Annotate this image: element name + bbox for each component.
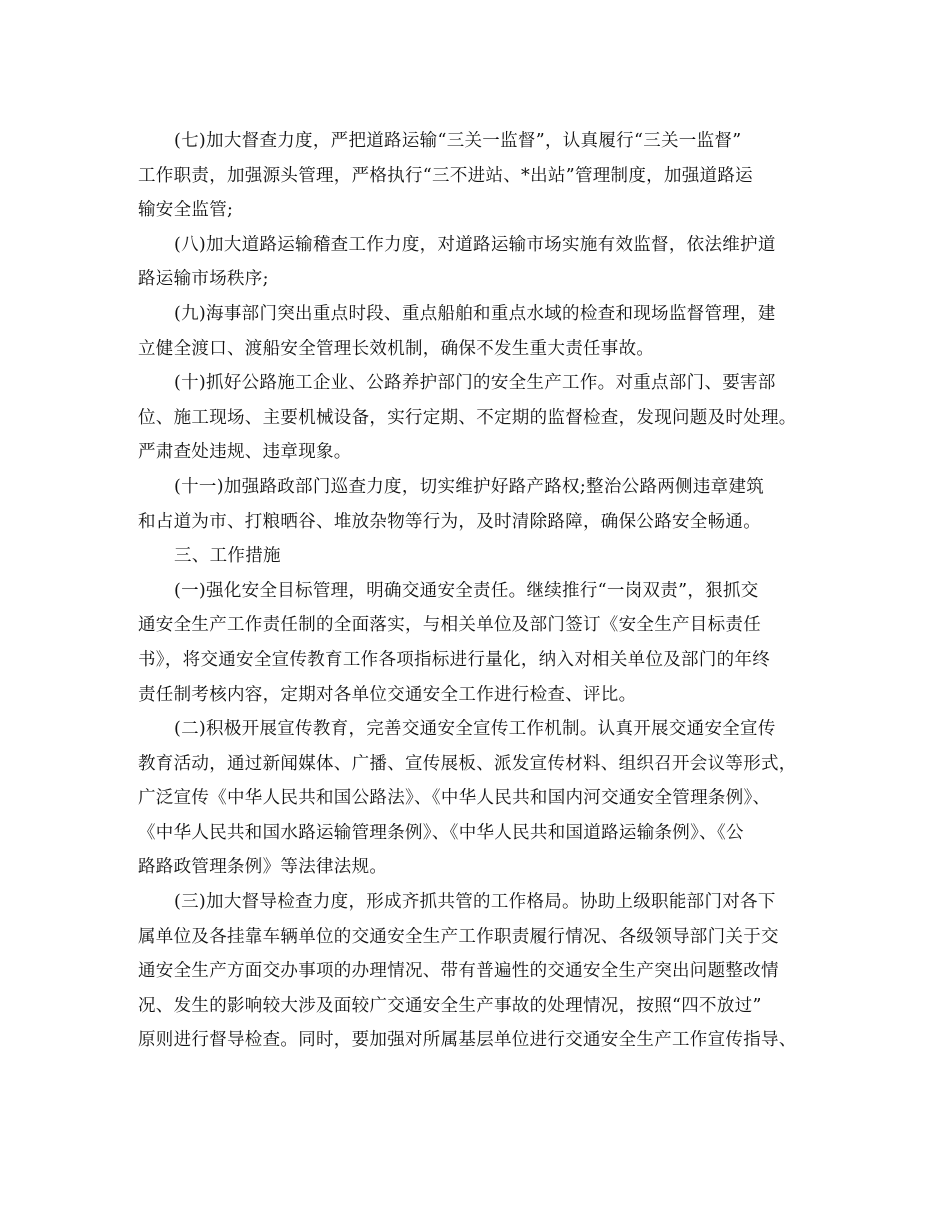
text-line: 况、发生的影响较大涉及面较广交通安全生产事故的处理情况，按照“四不放过”: [138, 995, 762, 1016]
text-line: 路运输市场秩序;: [138, 269, 269, 290]
text-line: (三)加大督导检查力度，形成齐抓共管的工作格局。协助上级职能部门对各下: [174, 892, 776, 913]
text-line: 严肃查处违规、违章现象。: [138, 442, 352, 463]
document-body: [138, 124, 818, 1058]
text-line: (二)积极开展宣传教育，完善交通安全宣传工作机制。认真开展交通安全宣传: [174, 719, 776, 740]
text-line: (九)海事部门突出重点时段、重点船舶和重点水域的检查和现场监督管理，建: [174, 303, 776, 324]
text-line: 路路政管理条例》等法律法规。: [138, 857, 388, 878]
text-line: 广泛宣传《中华人民共和国公路法》、《中华人民共和国内河交通安全管理条例》、: [138, 788, 771, 809]
text-line: 原则进行督导检查。同时，要加强对所属基层单位进行交通安全生产工作宣传指导、: [138, 1030, 797, 1051]
text-line: 书》，将交通安全宣传教育工作各项指标进行量化，纳入对相关单位及部门的年终: [138, 649, 771, 670]
text-line: 教育活动，通过新闻媒体、广播、宣传展板、派发宣传材料、组织召开会议等形式，: [138, 753, 797, 774]
text-line: 输安全监管;: [138, 200, 234, 221]
text-line: (七)加大督查力度，严把道路运输“三关一监督”，认真履行“三关一监督”: [174, 131, 742, 151]
text-line: (十一)加强路政部门巡查力度，切实维护好路产路权;整治公路两侧违章建筑: [174, 476, 765, 497]
text-line: 三、工作措施: [174, 546, 281, 567]
text-line: (一)强化安全目标管理，明确交通安全责任。继续推行“一岗双责”，狠抓交: [174, 580, 759, 601]
text-line: (八)加大道路运输稽查工作力度，对道路运输市场实施有效监督，依法维护道: [174, 234, 776, 255]
text-line: 通安全生产方面交办事项的办理情况、带有普遍性的交通安全生产突出问题整改情: [138, 961, 779, 982]
text-line: 和占道为市、打粮晒谷、堆放杂物等行为，及时清除路障，确保公路安全畅通。: [138, 511, 761, 532]
text-line: 工作职责，加强源头管理，严格执行“三不进站、*出站”管理制度，加强道路运: [138, 165, 753, 186]
text-line: 属单位及各挂靠车辆单位的交通安全生产工作职责履行情况、各级领导部门关于交: [138, 926, 779, 947]
text-line: 《中华人民共和国水路运输管理条例》、《中华人民共和国道路运输条例》、《公: [138, 822, 744, 843]
text-line: 立健全渡口、渡船安全管理长效机制，确保不发生重大责任事故。: [138, 338, 655, 359]
text-line: 责任制考核内容，定期对各单位交通安全工作进行检查、评比。: [138, 684, 637, 705]
text-line: 位、施工现场、主要机械设备，实行定期、不定期的监督检查，发现问题及时处理。: [138, 407, 797, 428]
text-line: 通安全生产工作责任制的全面落实，与相关单位及部门签订《安全生产目标责任: [138, 615, 761, 636]
text-line: (十)抓好公路施工企业、公路养护部门的安全生产工作。对重点部门、要害部: [174, 373, 776, 394]
